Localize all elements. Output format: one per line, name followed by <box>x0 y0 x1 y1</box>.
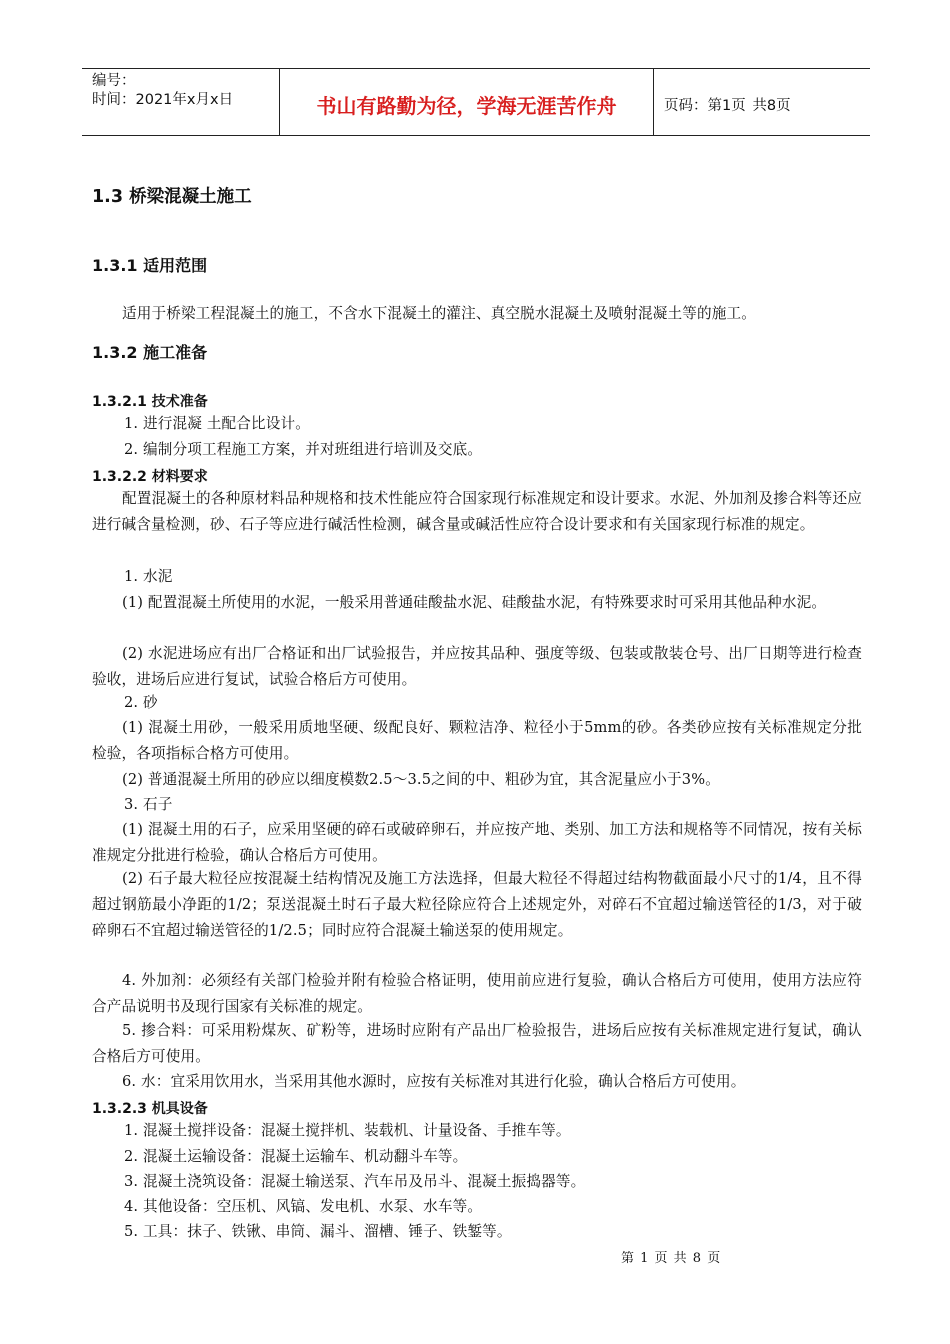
stone-heading: 3. 石子 <box>124 796 173 813</box>
cement-paragraph-1: (1) 配置混凝土所使用的水泥，一般采用普通硅酸盐水泥、硅酸盐水泥，有特殊要求时可采用其他品种水泥。 <box>122 594 827 611</box>
sand-paragraph-2: (2) 普通混凝土所用的砂应以细度模数2.5～3.5之间的中、粗砂为宜，其含泥量应小于3%。 <box>122 771 720 788</box>
mineral-admixture-paragraph: 5. 掺合料：可采用粉煤灰、矿粉等，进场时应附有产品出厂检验报告，进场后应按有关标准规定进行复试，确认合格后方可使用。 <box>92 1022 862 1065</box>
list-item: 1. 进行混凝 土配合比设计。 <box>124 415 310 432</box>
header-total-label: 共8页 <box>752 97 791 114</box>
header-motto: 书山有路勤为径，学海无涯苦作舟 <box>316 93 617 118</box>
page-header <box>82 68 870 136</box>
list-item: 4. 其他设备：空压机、风镐、发电机、水泵、水车等。 <box>124 1198 483 1215</box>
heading-material-requirements: 1.3.2.2 材料要求 <box>92 469 208 485</box>
cement-paragraph-2: (2) 水泥进场应有出厂合格证和出厂试验报告，并应按其品种、强度等级、包装或散装仓号、出厂日期等进行检查验收，进场后应进行复试，试验合格后方可使用。 <box>92 645 862 688</box>
admixture-paragraph: 4. 外加剂：必须经有关部门检验并附有检验合格证明，使用前应进行复验，确认合格后方可使用，使用方法应符合产品说明书及现行国家有关标准的规定。 <box>92 972 862 1015</box>
list-item: 2. 编制分项工程施工方案，并对班组进行培训及交底。 <box>124 441 483 458</box>
list-item: 1. 混凝土搅拌设备：混凝土搅拌机、装载机、计量设备、手推车等。 <box>124 1122 571 1139</box>
material-intro-paragraph: 配置混凝土的各种原材料品种规格和技术性能应符合国家现行标准规定和设计要求。水泥、外加剂及掺合料等还应进行碱含量检测，砂、石子等应进行碱活性检测，碱含量或碱活性应符合设计要求和有关国家现行标准的规定。 <box>92 490 862 533</box>
heading-technical-preparation: 1.3.2.1 技术准备 <box>92 394 208 410</box>
page-footer: 第 1 页 共 8 页 <box>621 1251 722 1266</box>
header-page-cell <box>654 69 870 135</box>
document-number-label: 编号： <box>92 73 136 89</box>
header-motto-cell <box>280 69 654 135</box>
section-title: 1.3 桥梁混凝土施工 <box>92 187 252 207</box>
document-date-label: 时间：2021年x月x日 <box>92 92 234 108</box>
list-item: 2. 混凝土运输设备：混凝土运输车、机动翻斗车等。 <box>124 1148 468 1165</box>
list-item: 5. 工具：抹子、铁锹、串筒、漏斗、溜槽、锤子、铁錾等。 <box>124 1223 512 1240</box>
scope-paragraph: 适用于桥梁工程混凝土的施工，不含水下混凝土的灌注、真空脱水混凝土及喷射混凝土等的施工。 <box>122 305 756 322</box>
heading-preparation: 1.3.2 施工准备 <box>92 343 208 362</box>
sand-heading: 2. 砂 <box>124 694 158 711</box>
stone-paragraph-1: (1) 混凝土用的石子，应采用坚硬的碎石或破碎卵石，并应按产地、类别、加工方法和规格等不同情况，按有关标准规定分批进行检验，确认合格后方可使用。 <box>92 821 862 864</box>
header-meta-cell <box>82 69 280 135</box>
sand-paragraph-1: (1) 混凝土用砂，一般采用质地坚硬、级配良好、颗粒洁净、粒径小于5mm的砂。各类砂应按有关标准规定分批检验，各项指标合格方可使用。 <box>92 719 862 762</box>
heading-equipment: 1.3.2.3 机具设备 <box>92 1101 208 1117</box>
cement-heading: 1. 水泥 <box>124 568 173 585</box>
heading-scope: 1.3.1 适用范围 <box>92 256 208 275</box>
header-page-label: 页码：第1页 <box>664 97 746 114</box>
list-item: 3. 混凝土浇筑设备：混凝土输送泵、汽车吊及吊斗、混凝土振捣器等。 <box>124 1173 586 1190</box>
stone-paragraph-2: (2) 石子最大粒径应按混凝土结构情况及施工方法选择，但最大粒径不得超过结构物截面最小尺寸的1/4，且不得超过钢筋最小净距的1/2；泵送混凝土时石子最大粒径除应符合上述规定外，对碎石不宜超过输送管径的1/3，对于破碎卵石不宜超过输送管径的1/2.5；同时应符合混凝土输送泵的使用规定。 <box>92 870 862 939</box>
water-paragraph: 6. 水：宜采用饮用水，当采用其他水源时，应按有关标准对其进行化验，确认合格后方可使用。 <box>122 1073 746 1090</box>
